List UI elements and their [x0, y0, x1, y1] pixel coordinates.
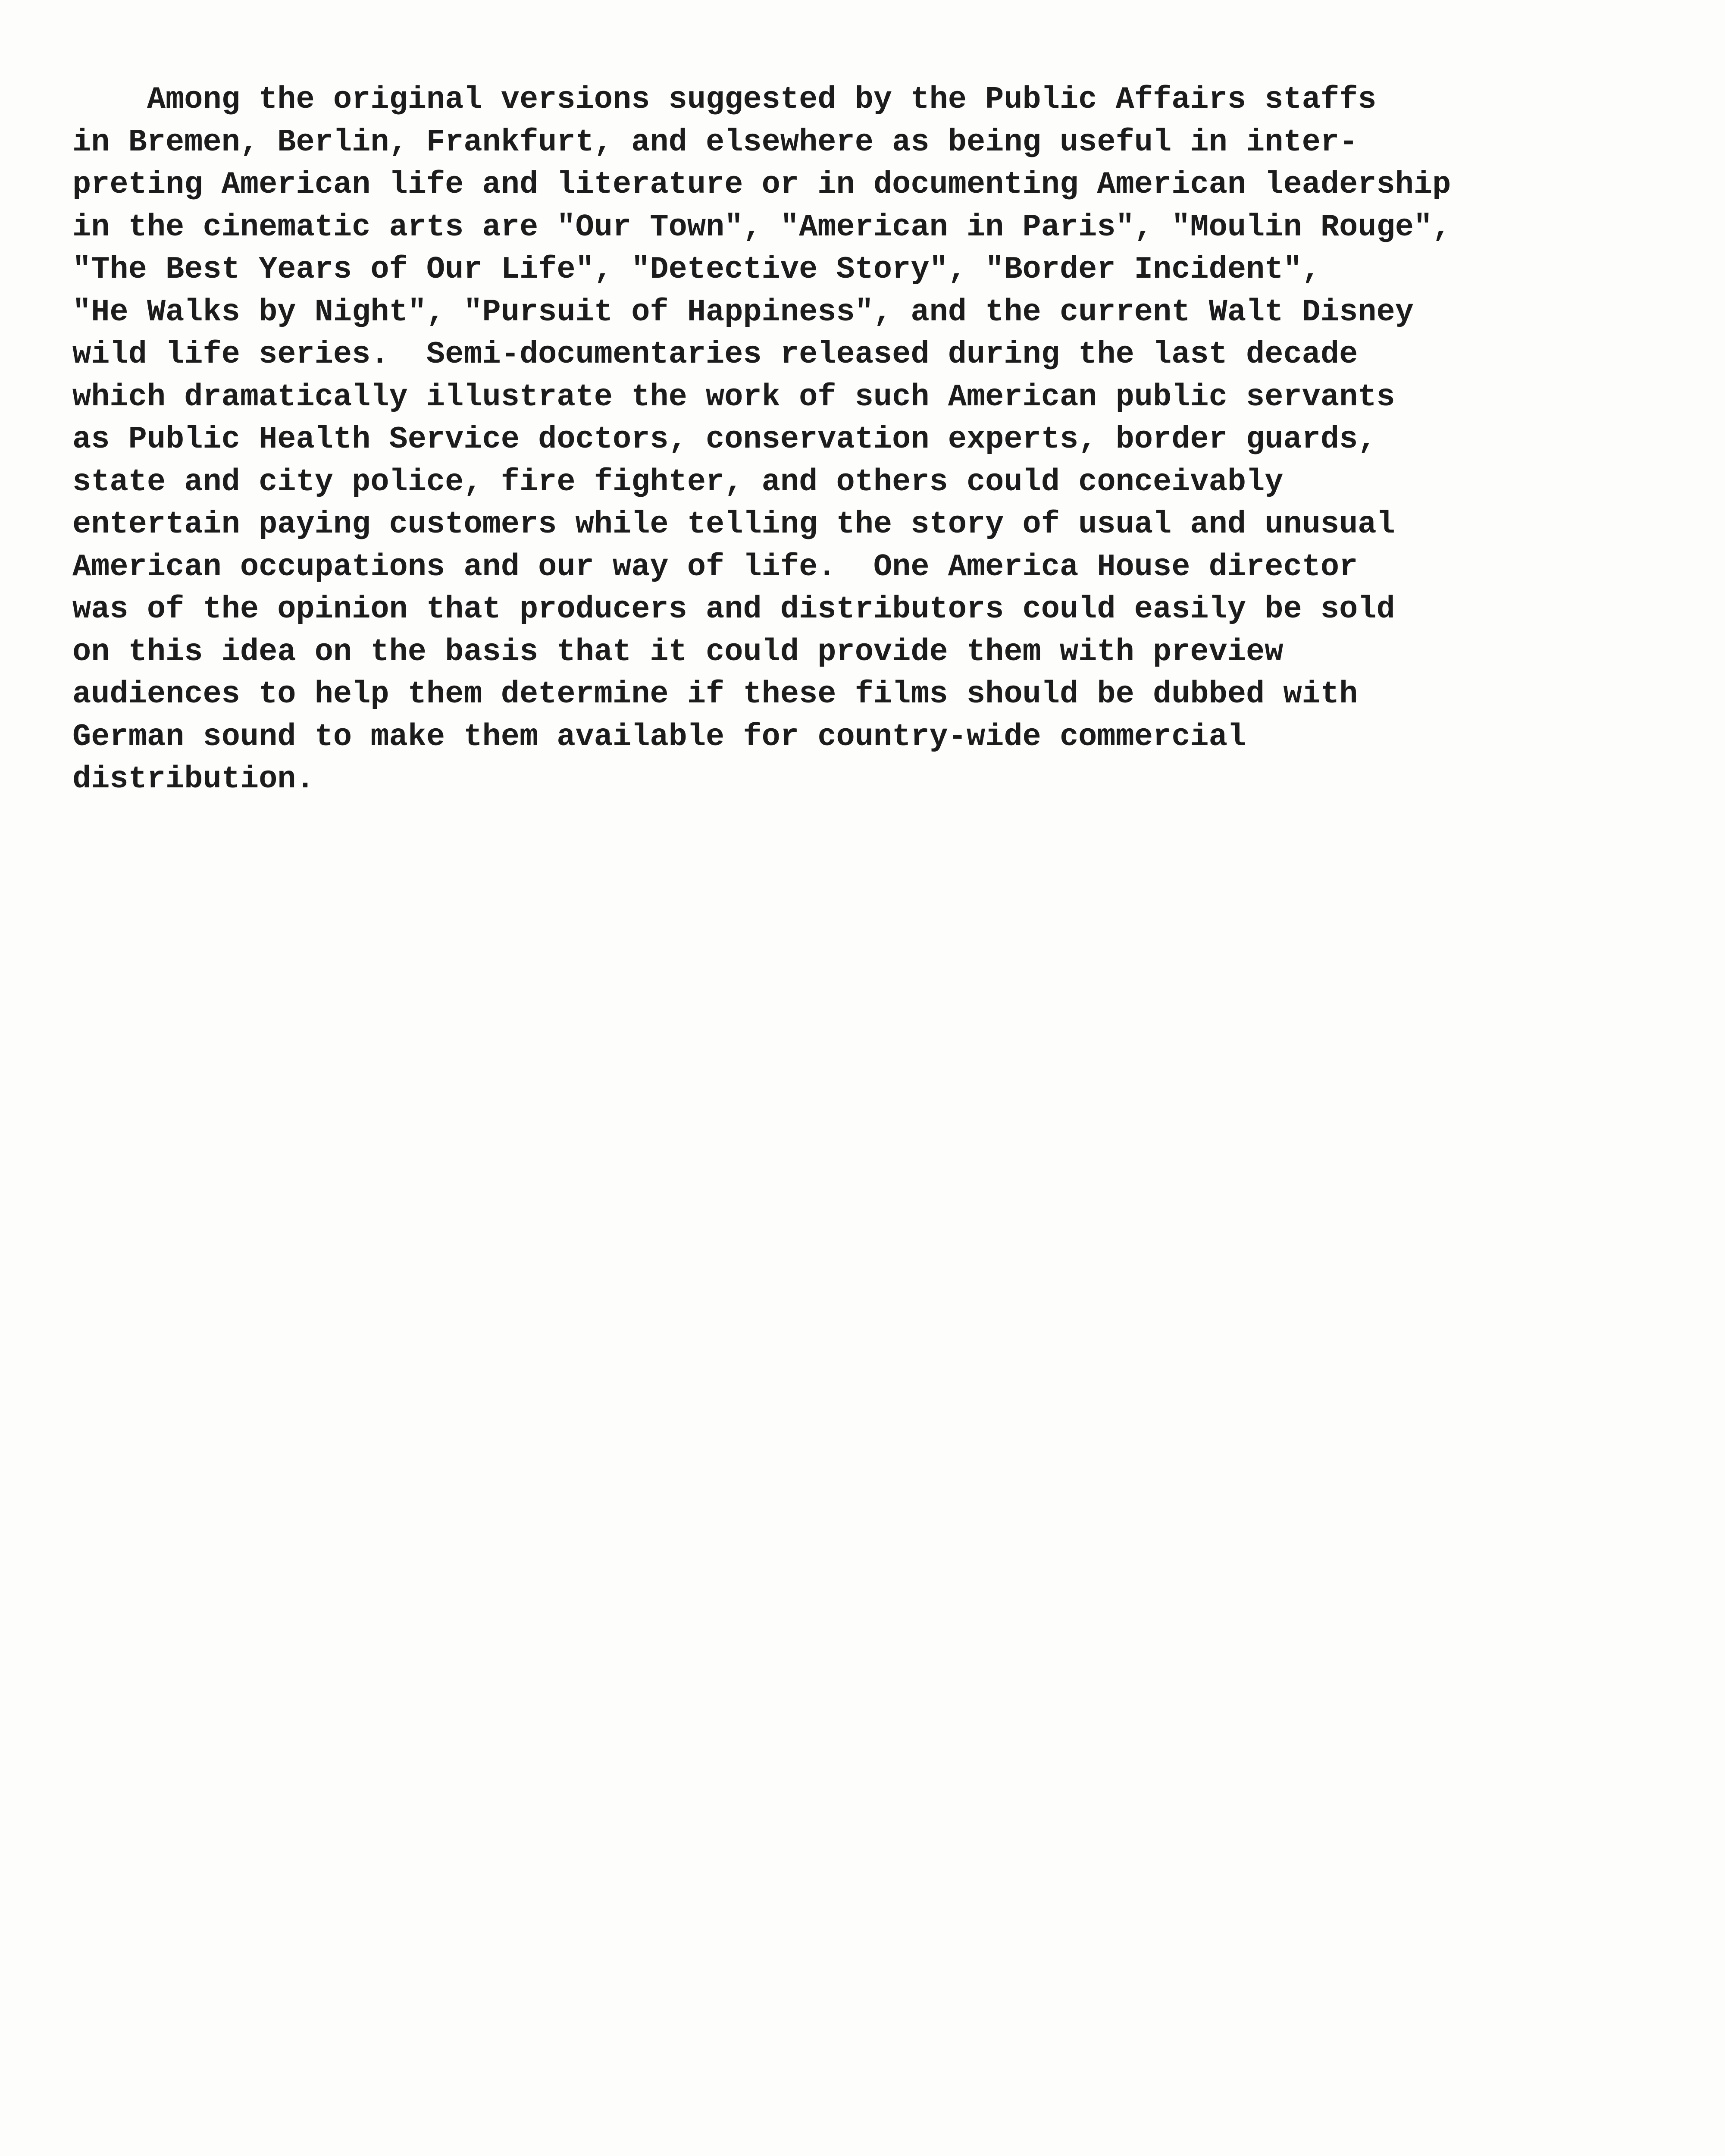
- paragraph-line: German sound to make them available for country-wide commercial: [72, 719, 1246, 755]
- paragraph-line: in the cinematic arts are "Our Town", "American in Paris", "Moulin Rouge",: [72, 209, 1451, 245]
- paragraph-line: as Public Health Service doctors, conservation experts, border guards,: [72, 422, 1377, 457]
- paragraph-line: was of the opinion that producers and distributors could easily be sold: [72, 592, 1395, 627]
- paragraph-line: preting American life and literature or in documenting American leadership: [72, 167, 1451, 202]
- body-paragraph: [72, 78, 1650, 801]
- paragraph-line: on this idea on the basis that it could provide them with preview: [72, 634, 1284, 670]
- paragraph-line: audiences to help them determine if these films should be dubbed with: [72, 677, 1358, 712]
- paragraph-line: wild life series. Semi-documentaries released during the last decade: [72, 337, 1358, 372]
- paragraph-line: which dramatically illustrate the work of such American public servants: [72, 379, 1395, 415]
- paragraph-line: Among the original versions suggested by the Public Affairs staffs: [72, 82, 1377, 117]
- paragraph-line: state and city police, fire fighter, and others could conceivably: [72, 464, 1284, 500]
- paragraph-line: distribution.: [72, 761, 315, 797]
- paragraph-line: "The Best Years of Our Life", "Detective Story", "Border Incident",: [72, 252, 1321, 287]
- paragraph-line: entertain paying customers while telling the story of usual and unusual: [72, 507, 1395, 542]
- paragraph-line: American occupations and our way of life. One America House director: [72, 549, 1358, 585]
- paragraph-line: "He Walks by Night", "Pursuit of Happiness", and the current Walt Disney: [72, 294, 1414, 330]
- paragraph-line: in Bremen, Berlin, Frankfurt, and elsewhere as being useful in inter-: [72, 124, 1358, 160]
